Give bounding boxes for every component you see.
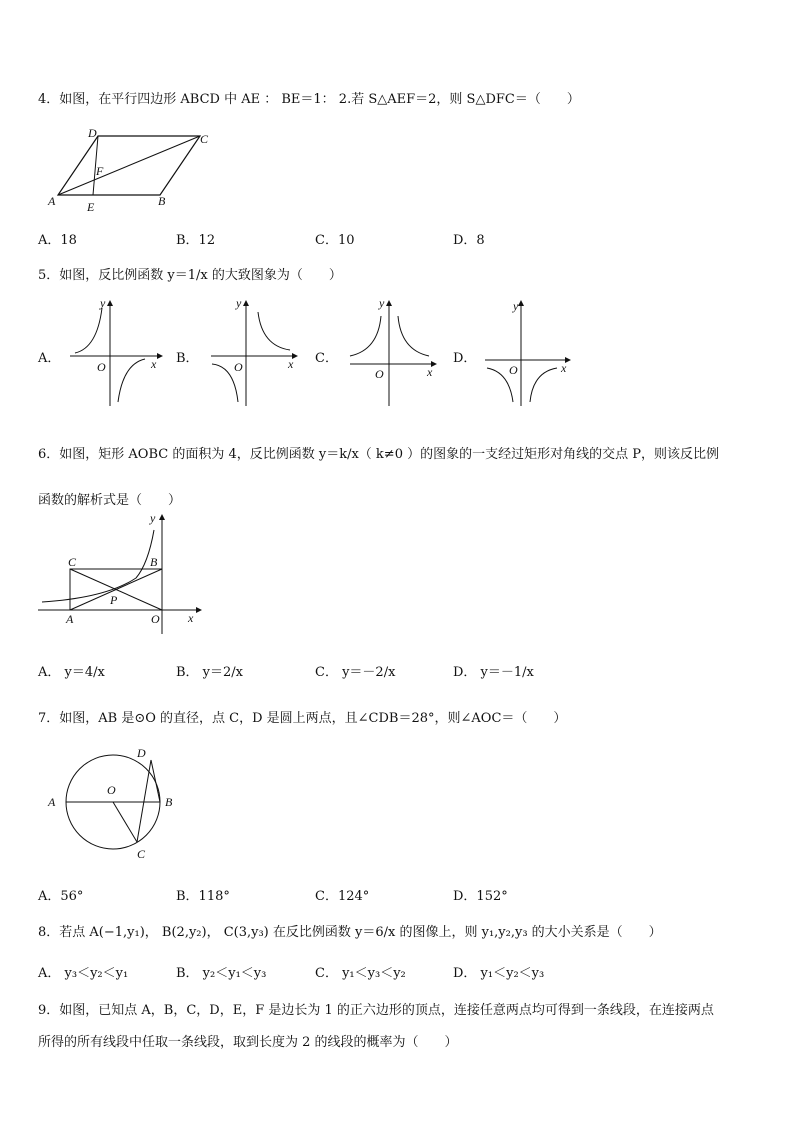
q8-option-d: D． y₁＜y₂＜y₃ bbox=[453, 966, 545, 981]
q9-line2: 所得的所有线段中任取一条线段，取到长度为 2 的线段的概率为（ ） bbox=[38, 1035, 458, 1050]
q6-option-d: D． y＝－1/x bbox=[453, 665, 534, 680]
q5-b-x: x bbox=[288, 357, 294, 371]
q5-b-y: y bbox=[236, 296, 242, 310]
q7-option-c: C．124° bbox=[315, 889, 370, 904]
q8-option-c: C． y₁＜y₃＜y₂ bbox=[315, 966, 406, 981]
q5-graph-a bbox=[65, 298, 165, 408]
q4-option-d: D．8 bbox=[453, 233, 485, 248]
q5-d-o: O bbox=[509, 363, 518, 377]
q7-label-o: O bbox=[107, 783, 116, 797]
q8-option-b: B． y₂＜y₁＜y₃ bbox=[176, 966, 267, 981]
q4-label-e: E bbox=[87, 200, 95, 214]
q6-label-a: A bbox=[66, 612, 74, 626]
q5-graph-c bbox=[345, 298, 445, 408]
q5-graph-b bbox=[206, 298, 306, 408]
q4-option-c: C．10 bbox=[315, 233, 355, 248]
q6-label-c: C bbox=[68, 555, 77, 569]
q4-option-b: B．12 bbox=[176, 233, 216, 248]
q6-label-x: x bbox=[188, 611, 194, 625]
q4-parallelogram-figure bbox=[40, 125, 220, 215]
q5-option-b-letter: B． bbox=[176, 351, 199, 366]
q6-label-p: P bbox=[110, 593, 118, 607]
q5-a-o: O bbox=[97, 360, 106, 374]
q5-c-o: O bbox=[375, 367, 384, 381]
q6-label-o: O bbox=[151, 612, 160, 626]
q5-a-y: y bbox=[100, 296, 106, 310]
q6-option-a: A． y＝4/x bbox=[38, 665, 105, 680]
q5-b-o: O bbox=[234, 360, 243, 374]
q7-label-b: B bbox=[165, 795, 173, 809]
q4-label-b: B bbox=[158, 194, 166, 208]
q8-option-a: A． y₃＜y₂＜y₁ bbox=[38, 966, 129, 981]
q5-option-a-letter: A． bbox=[38, 351, 61, 366]
q4-label-c: C bbox=[200, 132, 209, 146]
q7-circle-figure bbox=[40, 742, 190, 866]
q7-option-b: B．118° bbox=[176, 889, 230, 904]
q6-stem-line2: 函数的解析式是（ ） bbox=[38, 493, 182, 508]
q9-line1: 9．如图，已知点 A，B，C，D，E，F 是边长为 1 的正六边形的顶点，连接任意两点均可得到一条线段，在连接两点 bbox=[38, 1003, 714, 1018]
q5-option-d-letter: D． bbox=[453, 351, 477, 366]
q6-rectangle-figure bbox=[36, 512, 206, 636]
q4-option-a: A．18 bbox=[38, 233, 77, 248]
q6-stem-line1: 6．如图，矩形 AOBC 的面积为 4，反比例函数 y＝k/x（ k≠0 ）的图象的一支经过矩形对角线的交点 P，则该反比例 bbox=[38, 447, 719, 462]
q7-label-d: D bbox=[137, 746, 146, 760]
q7-label-c: C bbox=[137, 847, 146, 861]
q6-label-b: B bbox=[150, 555, 158, 569]
q5-a-x: x bbox=[151, 357, 157, 371]
q4-stem: 4．如图，在平行四边形 ABCD 中 AE ： BE＝1： 2.若 S△AEF＝2，则 S△DFC＝（ ） bbox=[38, 92, 580, 107]
q5-c-y: y bbox=[379, 296, 385, 310]
q6-option-b: B． y＝2/x bbox=[176, 665, 244, 680]
q5-stem: 5．如图，反比例函数 y＝1/x 的大致图象为（ ） bbox=[38, 268, 342, 283]
q4-label-a: A bbox=[48, 194, 56, 208]
q5-graph-d bbox=[483, 298, 583, 408]
q6-option-c: C． y＝－2/x bbox=[315, 665, 396, 680]
q7-option-d: D．152° bbox=[453, 889, 508, 904]
q5-d-y: y bbox=[513, 299, 519, 313]
q4-label-d: D bbox=[88, 126, 97, 140]
q4-label-f: F bbox=[96, 164, 104, 178]
q7-label-a: A bbox=[48, 795, 56, 809]
q8-stem: 8．若点 A(−1,y₁)， B(2,y₂)， C(3,y₃) 在反比例函数 y＝6/x 的图像上，则 y₁,y₂,y₃ 的大小关系是（ ） bbox=[38, 925, 662, 940]
q7-stem: 7．如图，AB 是⊙O 的直径，点 C，D 是圆上两点，且∠CDB＝28°，则∠AOC＝（ ） bbox=[38, 711, 567, 726]
q6-label-y: y bbox=[150, 511, 156, 525]
q5-option-c-letter: C． bbox=[315, 351, 338, 366]
q5-d-x: x bbox=[561, 361, 567, 375]
q5-c-x: x bbox=[427, 365, 433, 379]
q7-option-a: A．56° bbox=[38, 889, 84, 904]
